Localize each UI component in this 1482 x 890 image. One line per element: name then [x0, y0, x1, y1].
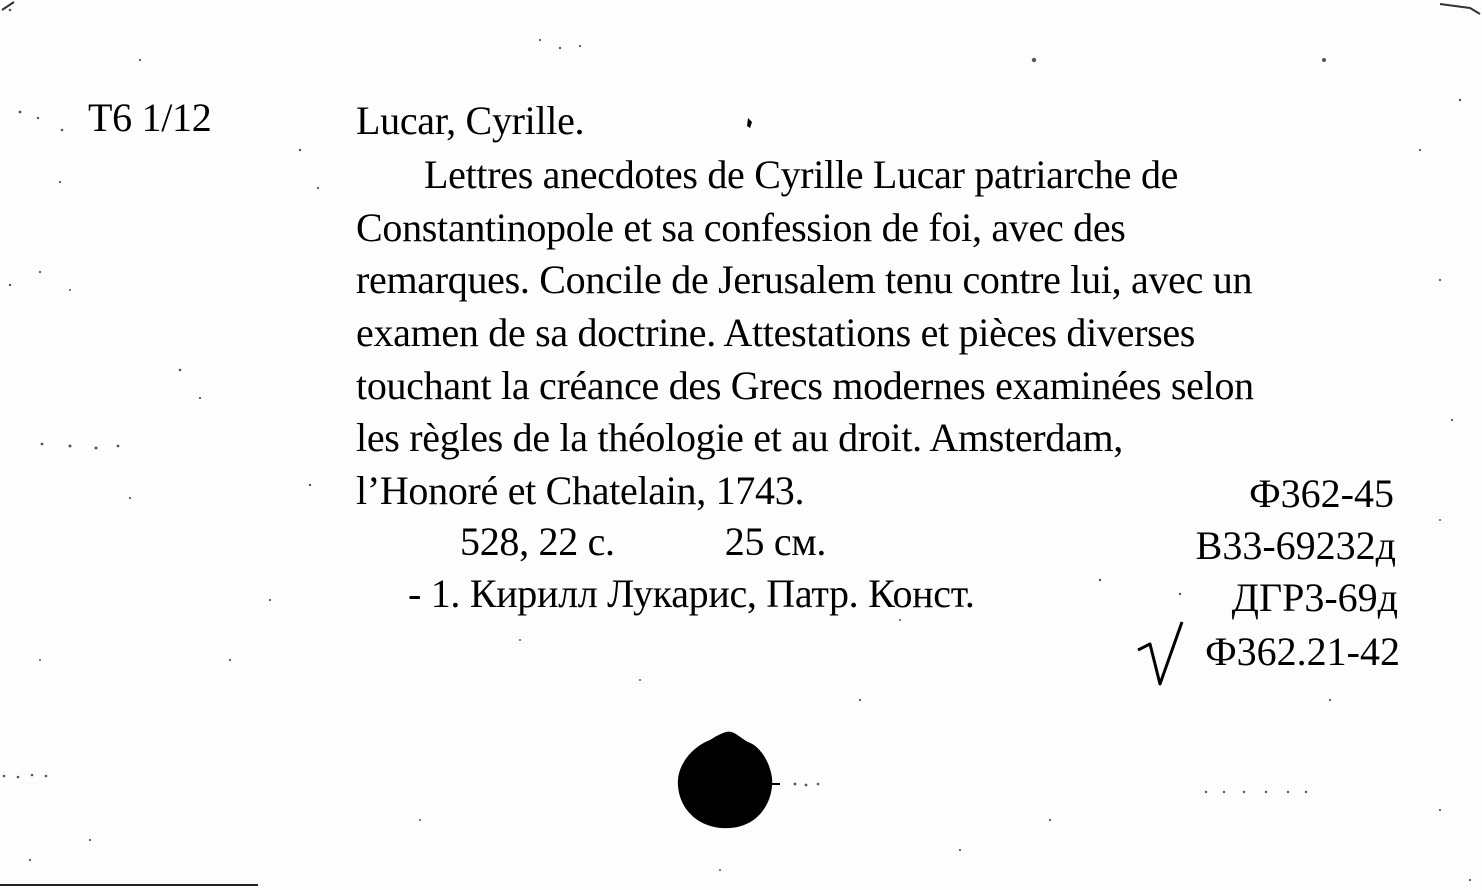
call-number: T6 1/12 [88, 95, 212, 140]
description-line: remarques. Concile de Jerusalem tenu contre lui, avec un [356, 257, 1253, 303]
description-line: touchant la créance des Grecs modernes examinées selon [356, 362, 1254, 408]
classification-code: ДГР3-69д [1231, 575, 1398, 620]
subject-heading: - 1. Кирилл Лукарис, Патр. Конст. [408, 571, 975, 616]
description-line: examen de sa doctrine. Attestations et pièces diverses [356, 310, 1196, 356]
classification-code: Ф362.21-42 [1205, 629, 1400, 674]
description-line: l’Honoré et Chatelain, 1743. [356, 468, 805, 514]
book-size: 25 см. [724, 519, 827, 564]
author-heading: Lucar, Cyrille. [356, 98, 585, 143]
bottom-edge-line [0, 884, 258, 886]
punch-hole [674, 728, 780, 832]
description-line: les règles de la théologie et au droit. Amsterdam, [356, 415, 1123, 461]
ink-speck [746, 118, 754, 130]
check-mark-icon [1136, 620, 1186, 690]
page-count: 528, 22 с. [460, 519, 615, 564]
classification-code: Ф362-45 [1249, 471, 1394, 516]
description-line: Lettres anecdotes de Cyrille Lucar patriarche de [424, 152, 1179, 197]
collation [460, 516, 826, 568]
classification-code: В33-69232д [1195, 523, 1396, 568]
description-line: Constantinopole et sa confession de foi, avec des [356, 204, 1126, 250]
bibliographic-description [356, 149, 1254, 518]
